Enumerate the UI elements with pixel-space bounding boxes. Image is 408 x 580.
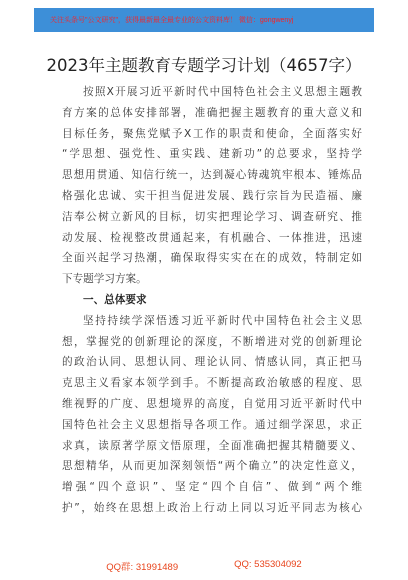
body-line: 按照X开展习近平新时代中国特色社会主义思想主题教 <box>83 86 362 98</box>
body-line: 动发展、检视整改贯通起来，有机融合、一体推进，迅速 <box>62 231 362 244</box>
body-line: 坚持持续学深悟透习近平新时代中国特色社会主义思 <box>83 314 362 327</box>
section-heading: 一、总体要求 <box>83 293 147 306</box>
body-line: 下专题学习方案。 <box>62 273 147 286</box>
promo-banner-text: 关注头条号"公文研究"，获得最新最全最专业的公文资料库！ 微信：gongwenyj <box>50 17 294 24</box>
contact-footer <box>0 559 408 573</box>
body-line: 的政治认同、思想认同、理论认同、情感认同，真正把马 <box>62 356 362 369</box>
body-line: 克思主义看家本领学到手。不断提高政治敏感的程度、思 <box>62 377 362 390</box>
body-line: 育方案的总体安排部署，准确把握主题教育的重大意义和 <box>62 106 362 119</box>
body-line: 目标任务，聚焦党赋予X工作的职责和使命，全面落实好 <box>62 127 362 140</box>
body-line: “学思想、强党性、重实践、建新功”的总要求，坚持学 <box>62 148 362 161</box>
body-line: 思想精华，从而更加深刻领悟“两个确立”的决定性意义， <box>62 460 362 473</box>
promo-banner <box>34 8 374 32</box>
body-line: 增强“四个意识”、坚定“四个自信”、做到“两个维 <box>62 481 362 494</box>
document-title: 2023年主题教育专题学习计划（4657字） <box>46 56 362 75</box>
body-line: 求真，读原著学原文悟原理，全面准确把握其精髓要义、 <box>62 439 362 452</box>
qq-group-number: QQ群: 31991489 <box>106 562 179 573</box>
document-body <box>62 82 362 519</box>
body-line: 想，掌握党的创新理论的深度，不断增进对党的创新理论 <box>62 335 362 348</box>
body-line: 格强化忠诚、实干担当促进发展、践行宗旨为民造福、廉 <box>62 189 362 202</box>
body-line: 护”，始终在思想上政治上行动上同以习近平同志为核心 <box>62 501 362 514</box>
qq-number: QQ: 535304092 <box>234 559 302 570</box>
body-line: 全面兴起学习热潮，确保取得实实在在的成效，特制定如 <box>62 252 362 265</box>
body-line: 思想用贯通、知信行统一，达到凝心铸魂筑牢根本、锤炼品 <box>62 169 362 182</box>
body-line: 维视野的广度、思想境界的高度，自觉用习近平新时代中 <box>62 397 362 410</box>
body-line: 洁奉公树立新风的目标，切实把理论学习、调查研究、推 <box>62 210 362 223</box>
body-line: 国特色社会主义思想指导各项工作。通过细学深思，求正 <box>62 418 362 431</box>
